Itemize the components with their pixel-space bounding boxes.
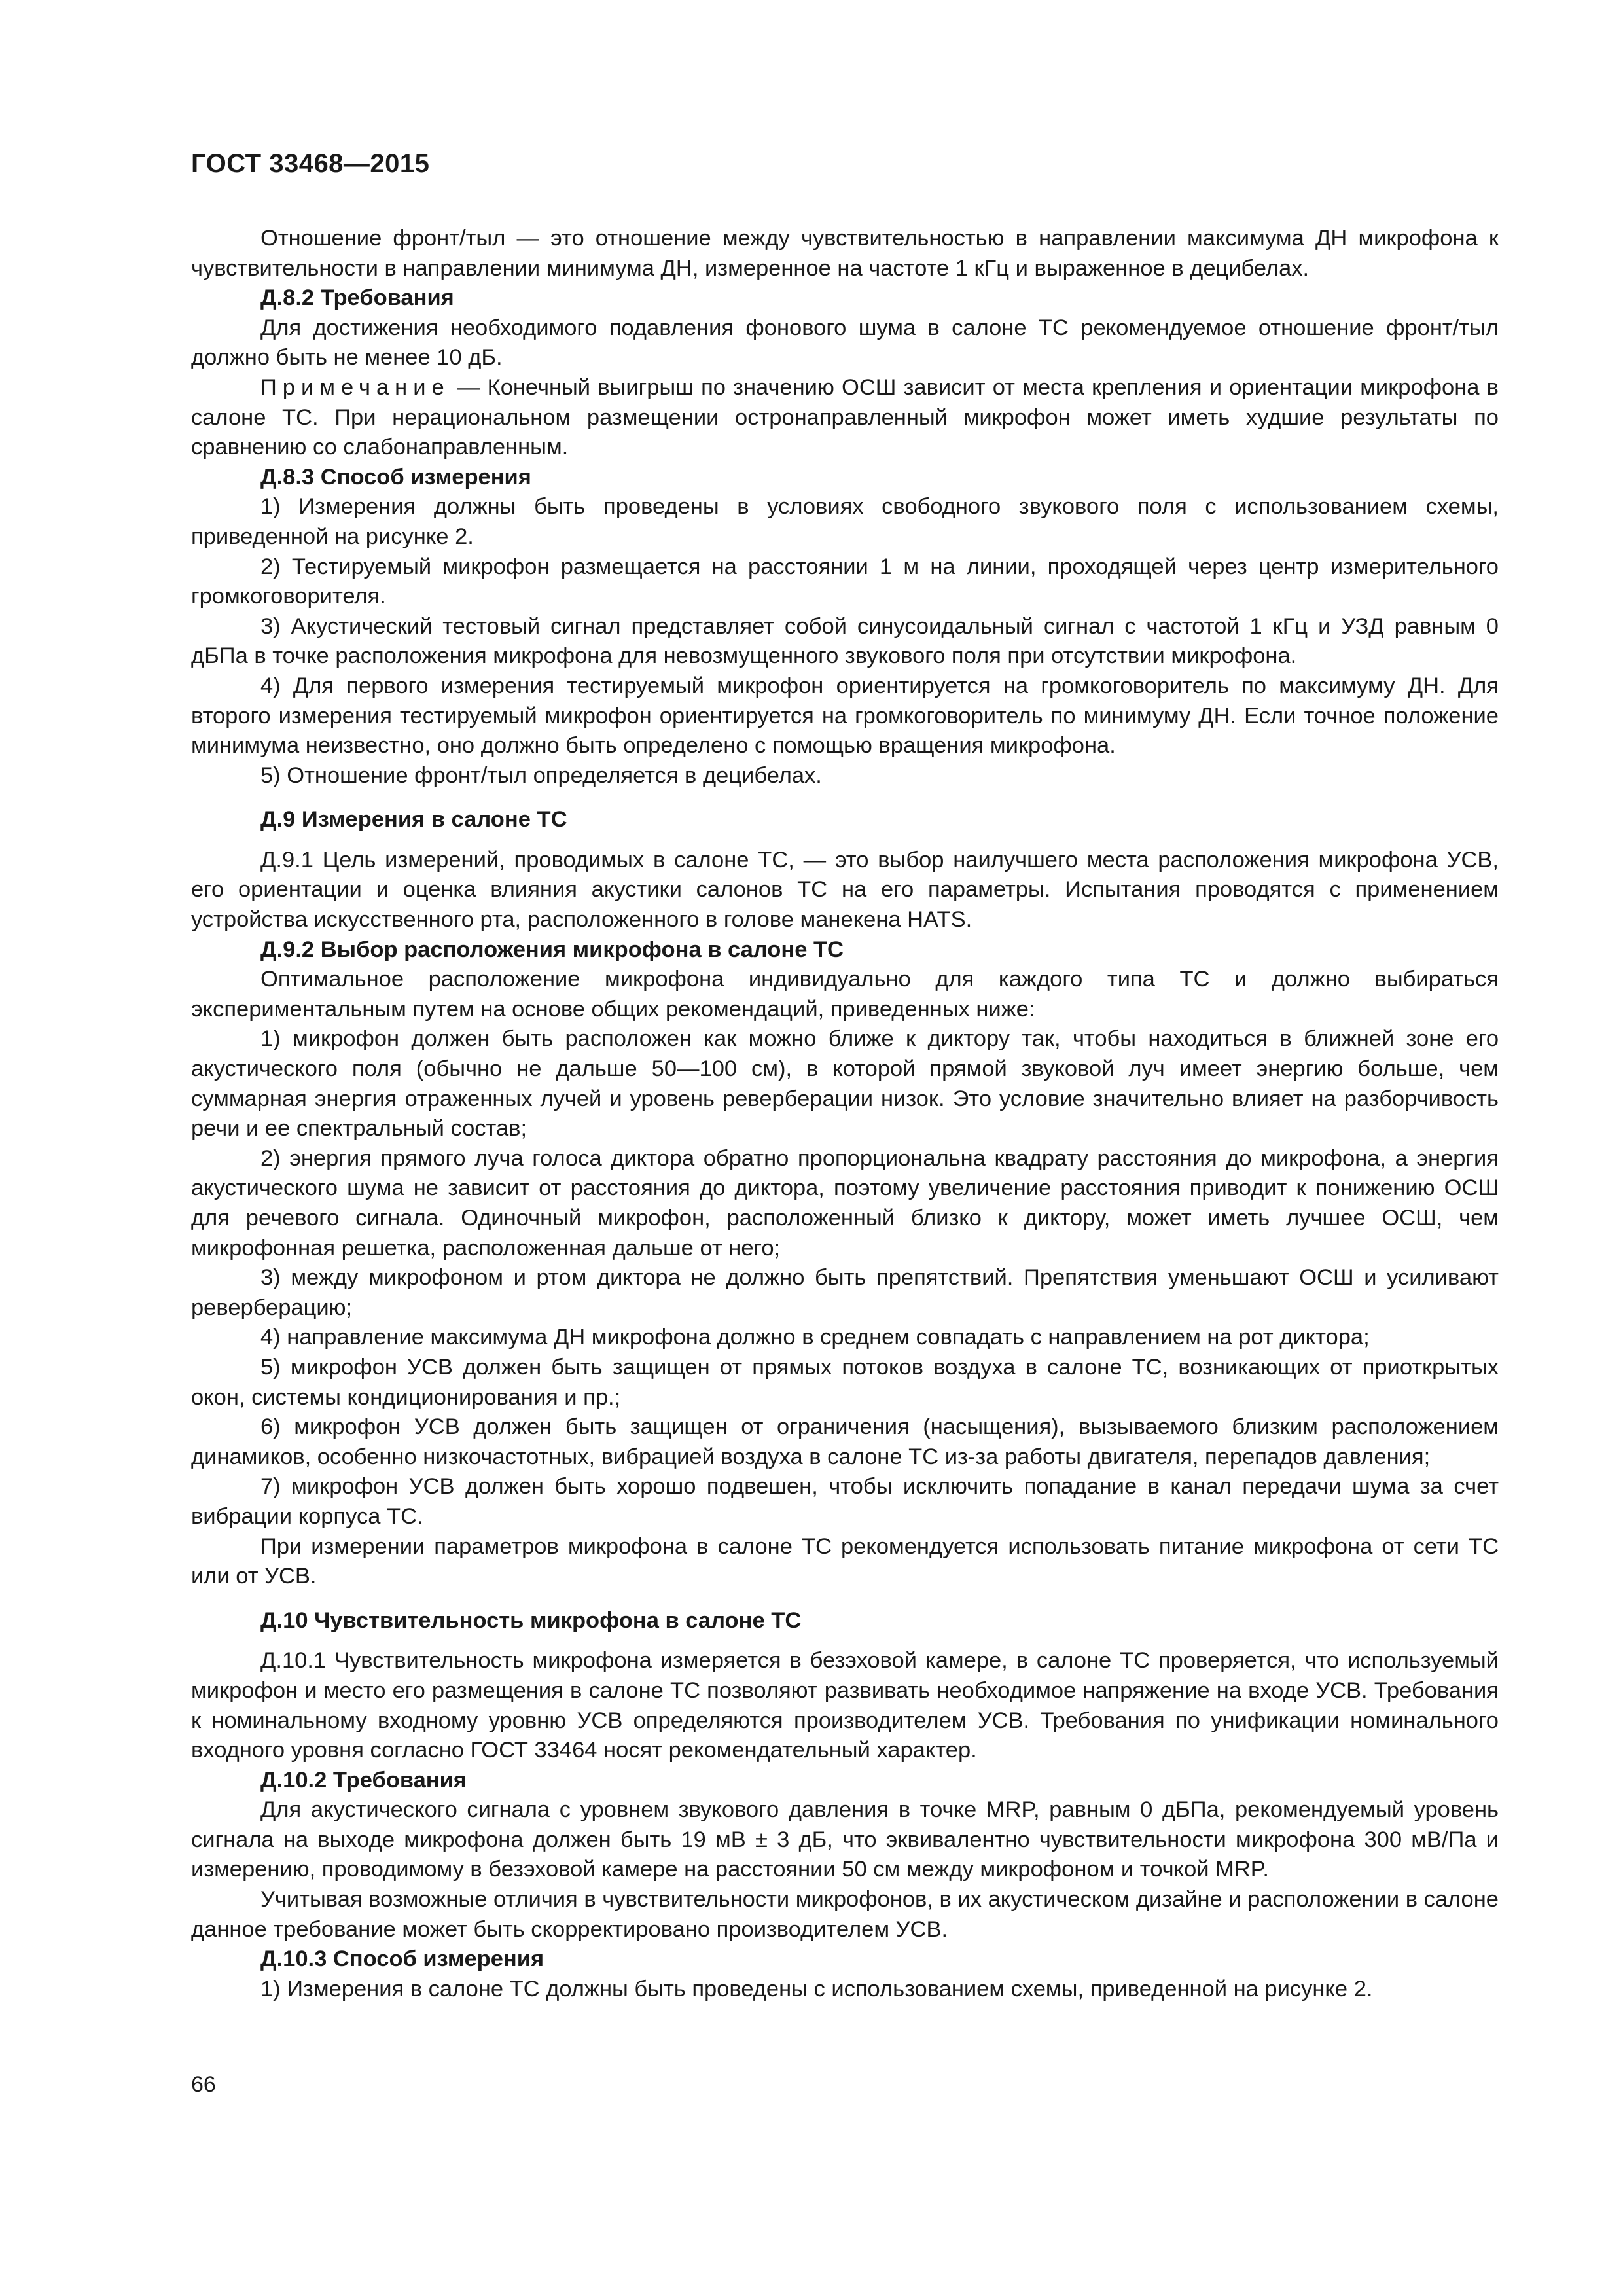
note-text: — Конечный выигрыш по значению ОСШ зависит от места крепления и ориентации микрофона в салоне ТС. При нерациональном размещении остронаправленный микрофон может иметь худшие результаты по сравнению со слабонаправленным. [191,374,1499,460]
subsection-heading-d10-2: Д.10.2 Требования [260,1767,467,1793]
requirement-text-d8-2: Для достижения необходимого подавления фонового шума в салоне ТС рекомендуемое отношение фронт/тыл должно быть не менее 10 дБ. [191,315,1499,370]
recommendation-item: 1) микрофон должен быть расположен как можно ближе к диктору так, чтобы находиться в ближней зоне его акустического поля (обычно не дальше 50—100 см), в которой прямой звуковой луч имеет энергию больше, чем суммарная энергия отраженных лучей и уровень реверберации низок. Это условие значительно влияет на разборчивость речи и ее спектральный состав; [191,1026,1499,1141]
power-supply-paragraph: При измерении параметров микрофона в салоне ТС рекомендуется использовать питание микрофона от сети ТС или от УСВ. [191,1534,1499,1589]
method-item: 5) Отношение фронт/тыл определяется в децибелах. [260,762,822,788]
recommendation-item: 5) микрофон УСВ должен быть защищен от прямых потоков воздуха в салоне ТС, возникающих от приоткрытых окон, системы кондиционирования и пр.; [191,1354,1499,1410]
method-item: 1) Измерения должны быть проведены в условиях свободного звукового поля с использованием схемы, приведенной на рисунке 2. [191,494,1499,549]
subsection-heading-d10-3: Д.10.3 Способ измерения [260,1946,544,1972]
method-item: 4) Для первого измерения тестируемый микрофон ориентируется на громкоговоритель по максимуму ДН. Для второго измерения тестируемый микрофон ориентируется на громкоговоритель по минимуму ДН. Если точное положение минимума неизвестно, оно должно быть определено с помощью вращения микрофона. [191,673,1499,759]
recommendation-item: 2) энергия прямого луча голоса диктора обратно пропорциональна квадрату расстояния до микрофона, а энергия акустического шума не зависит от расстояния до диктора, поэтому увеличение расстояния приводит к понижению ОСШ для речевого сигнала. Одиночный микрофон, расположенный близко к диктору, может иметь лучшее ОСШ, чем микрофонная решетка, расположенная дальше от него; [191,1145,1499,1261]
method-item: 2) Тестируемый микрофон размещается на расстоянии 1 м на линии, проходящей через центр измерительного громкоговорителя. [191,554,1499,609]
requirement-note-d10-2: Учитывая возможные отличия в чувствительности микрофонов, в их акустическом дизайне и расположении в салоне данное требование может быть скорректировано производителем УСВ. [191,1887,1499,1942]
subsection-heading-d8-3: Д.8.3 Способ измерения [260,464,531,490]
subsection-heading-d9-2: Д.9.2 Выбор расположения микрофона в салоне ТС [260,937,844,962]
frontback-definition: Отношение фронт/тыл — это отношение между чувствительностью в направлении максимума ДН микрофона к чувствительности в направлении минимума ДН, измеренное на частоте 1 кГц и выраженное в децибелах. [191,226,1499,281]
paragraph-d10-1: Д.10.1 Чувствительность микрофона измеряется в безэховой камере, в салоне ТС проверяется, что используемый микрофон и место его размещения в салоне ТС позволяют развивать необходимое напряжение на входе УСВ. Требования к номинальному входному уровню УСВ определяются производителем УСВ. Требования по унификации номинального входного уровня согласно ГОСТ 33464 носят рекомендательный характер. [191,1648,1499,1763]
document-body [191,224,1499,2004]
standard-header: ГОСТ 33468—2015 [191,149,430,178]
note-paragraph [191,373,1499,463]
requirement-text-d10-2: Для акустического сигнала с уровнем звукового давления в точке MRP, равным 0 дБПа, рекомендуемый уровень сигнала на выходе микрофона должен быть 19 мВ ± 3 дБ, что эквивалентно чувствительности микрофона 300 мВ/Па и измерению, проводимому в безэховой камере на расстоянии 50 см между микрофоном и точкой MRP. [191,1797,1499,1882]
section-heading-d10: Д.10 Чувствительность микрофона в салоне ТС [260,1607,802,1633]
method-item-d10-3: 1) Измерения в салоне ТС должны быть проведены с использованием схемы, приведенной на рисунке 2. [260,1976,1373,2001]
note-label: Примечание [260,374,450,400]
recommendation-item: 6) микрофон УСВ должен быть защищен от ограничения (насыщения), вызываемого близким расположением динамиков, особенно низкочастотных, вибрацией воздуха в салоне ТС из-за работы двигателя, перепадов давления; [191,1414,1499,1469]
section-heading-d9: Д.9 Измерения в салоне ТС [260,807,567,833]
paragraph-d9-1: Д.9.1 Цель измерений, проводимых в салоне ТС, — это выбор наилучшего места расположения микрофона УСВ, его ориентации и оценка влияния акустики салонов ТС на его параметры. Испытания проводятся с применением устройства искусственного рта, расположенного в голове манекена HATS. [191,847,1499,933]
page-number: 66 [191,2072,216,2097]
subsection-heading-d8-2: Д.8.2 Требования [260,285,454,311]
paragraph-d9-2-intro: Оптимальное расположение микрофона индивидуально для каждого типа ТС и должно выбираться экспериментальным путем на основе общих рекомендаций, приведенных ниже: [191,967,1499,1022]
recommendation-item: 4) направление максимума ДН микрофона должно в среднем совпадать с направлением на рот диктора; [260,1325,1370,1350]
recommendation-item: 3) между микрофоном и ртом диктора не должно быть препятствий. Препятствия уменьшают ОСШ и усиливают реверберацию; [191,1265,1499,1320]
recommendation-item: 7) микрофон УСВ должен быть хорошо подвешен, чтобы исключить попадание в канал передачи шума за счет вибрации корпуса ТС. [191,1474,1499,1529]
method-item: 3) Акустический тестовый сигнал представляет собой синусоидальный сигнал с частотой 1 кГц и УЗД равным 0 дБПа в точке расположения микрофона для невозмущенного звукового поля при отсутствии микрофона. [191,613,1499,669]
